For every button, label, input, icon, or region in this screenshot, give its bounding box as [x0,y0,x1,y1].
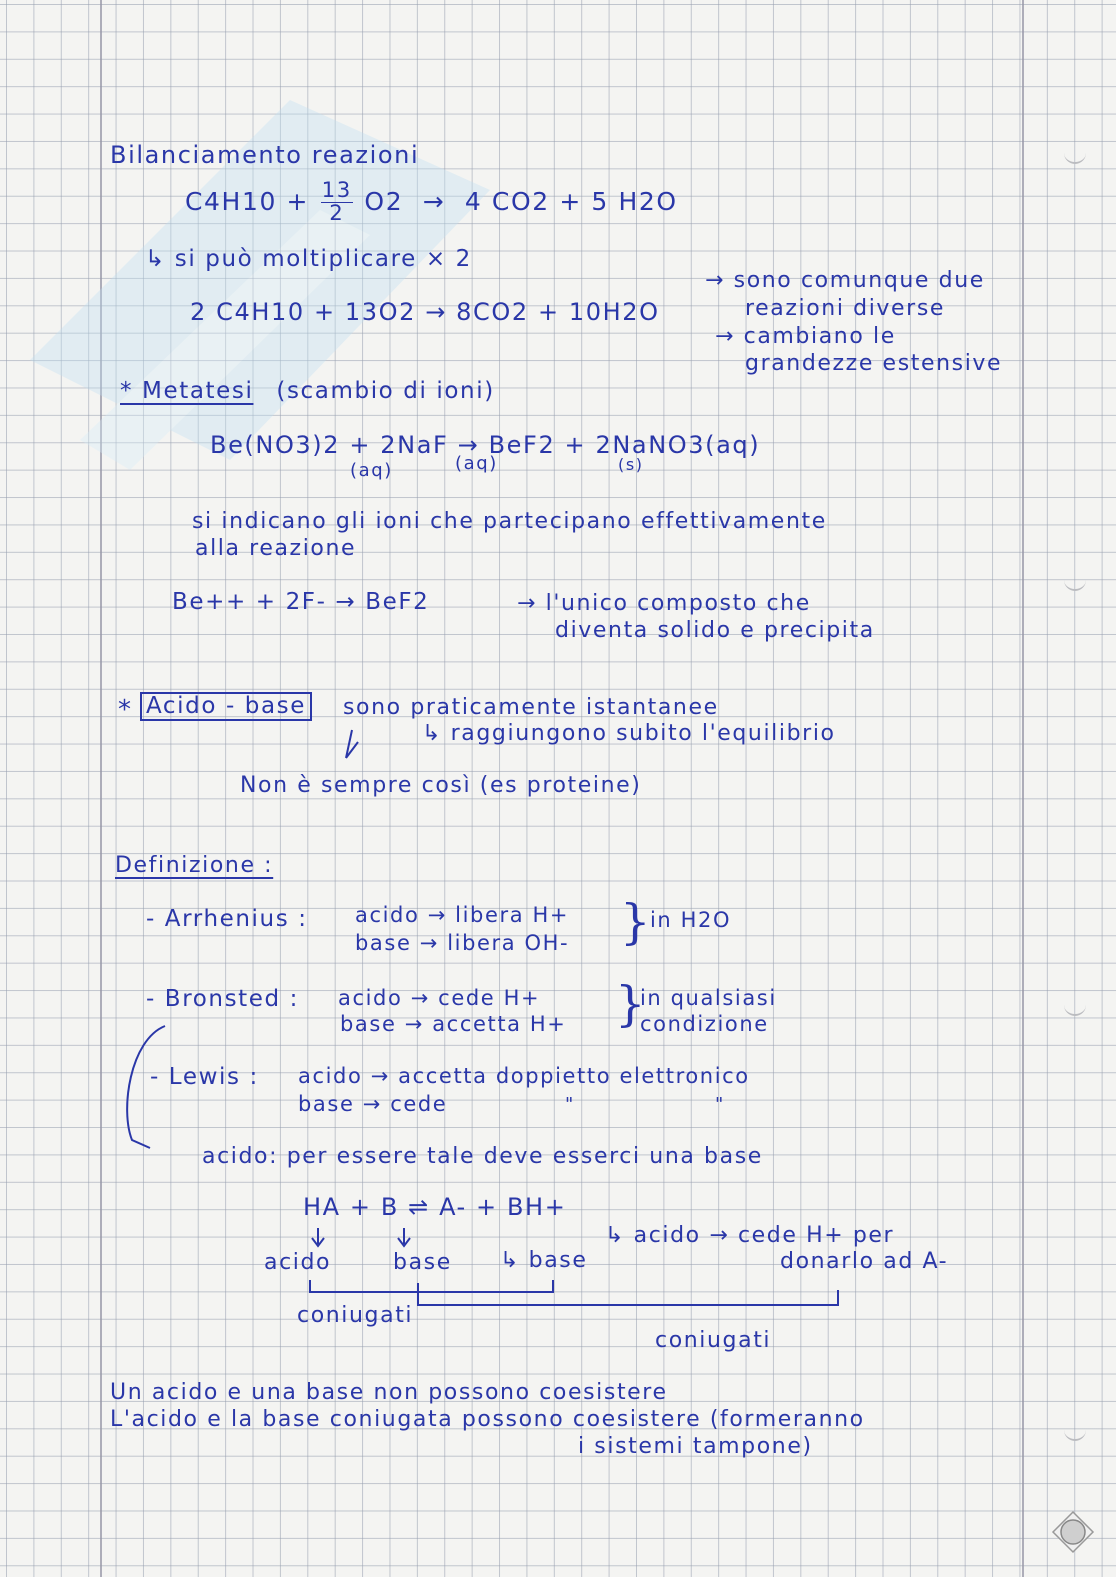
metatesi-equation: Be(NO3)2 + 2NaF → BeF2 + 2NaNO3(aq) [210,431,761,459]
definizione-title: Definizione : [115,853,274,878]
label-base-2: ↳ base [500,1248,588,1273]
arrhenius-name: - Arrhenius : [146,906,308,932]
metatesi-title: * Metatesi [120,378,254,404]
bronsted-acid: acido → cede H+ [338,986,541,1010]
metatesi-subtitle: (scambio di ioni) [276,378,495,404]
state-label-2: (aq) [455,453,498,474]
lewis-base: base → cede [298,1092,448,1116]
side-note-2: reazioni diverse [745,296,946,321]
ionic-note-1: → l'unico composto che [517,591,811,616]
ionic-note-2: diventa solido e precipita [555,618,875,643]
side-note-3: → cambiano le [715,324,896,349]
conjugate-reaction: HA + B ⇌ A- + BH+ [303,1193,567,1221]
note-multiply: ↳ si può moltiplicare × 2 [145,246,472,272]
binder-hole [1064,148,1086,164]
footer-line-1: Un acido e una base non possono coesistere [110,1380,668,1405]
arrhenius-brace: } [620,894,653,950]
ionic-equation: Be++ + 2F- → BeF2 [172,589,430,615]
label-donate: donarlo ad A- [780,1249,949,1274]
arrhenius-base: base → libera OH- [355,931,570,955]
margin-line-left [100,0,102,1577]
side-note-4: grandezze estensive [745,351,1003,376]
lewis-ditto-2: " [715,1094,725,1115]
margin-line-right [1022,0,1024,1577]
frac-num: 13 [321,178,352,203]
arrow-acido-down [312,1228,324,1246]
binder-hole [1064,575,1086,591]
conjugate-label-1: coniugati [297,1303,414,1328]
binder-hole [1064,1425,1086,1441]
bronsted-cond-2: condizione [640,1012,769,1036]
acido-base-desc-2: ↳ raggiungono subito l'equilibrio [422,721,836,746]
eq1-arrow: → [422,186,446,216]
acido-base-desc: sono praticamente istantanee [343,695,719,720]
check-mark [346,730,358,758]
label-acido-2: ↳ acido → cede H+ per [605,1223,895,1248]
bronsted-cond-1: in qualsiasi [640,986,777,1010]
side-note-1: → sono comunque due [705,268,985,293]
arrhenius-condition: in H2O [650,908,732,932]
bronsted-base: base → accetta H+ [340,1012,567,1036]
equation-butane-integer: 2 C4H10 + 13O2 → 8CO2 + 10H2O [190,298,660,326]
metatesi-note-1: si indicano gli ioni che partecipano effettivamente [192,509,827,534]
arrhenius-acid: acido → libera H+ [355,903,570,927]
state-label-1: (aq) [350,460,393,481]
lewis-name: - Lewis : [150,1064,259,1090]
eq1-lhs-a: C4H10 + [185,186,310,216]
arrow-base-down [398,1228,410,1246]
section-title-bilanciamento: Bilanciamento reazioni [110,141,420,169]
lewis-ditto-1: " [565,1094,575,1115]
acido-base-note: Non è sempre così (es proteine) [240,773,642,798]
conj-acid-note: acido: per essere tale deve esserci una base [202,1144,763,1169]
conjugate-label-2: coniugati [655,1328,772,1353]
state-label-3: (s) [618,455,644,474]
frac-den: 2 [329,201,345,227]
acido-base-boxed-label: Acido - base [140,692,312,721]
label-acido: acido [264,1250,332,1275]
metatesi-note-2: alla reazione [195,536,357,561]
page-corner-icon [1050,1509,1096,1555]
bronsted-name: - Bronsted : [146,986,299,1012]
eq1-rhs: 4 CO2 + 5 H2O [464,186,678,216]
label-base-1: base [393,1250,452,1275]
bracket-conj-1 [310,1280,553,1292]
footer-line-3: i sistemi tampone) [578,1434,813,1459]
bronsted-brace: } [615,976,648,1032]
fraction-13-2 [321,180,353,226]
eq1-lhs-b: O2 [364,186,404,216]
binder-hole [1064,1000,1086,1016]
lewis-acid: acido → accetta doppietto elettronico [298,1064,750,1088]
footer-line-2: L'acido e la base coniugata possono coesistere (formeranno [110,1407,865,1432]
equation-butane-fraction [185,180,678,226]
metatesi-heading [120,380,495,403]
acido-base-star: * [118,695,133,725]
bracket-conj-2 [418,1283,838,1305]
